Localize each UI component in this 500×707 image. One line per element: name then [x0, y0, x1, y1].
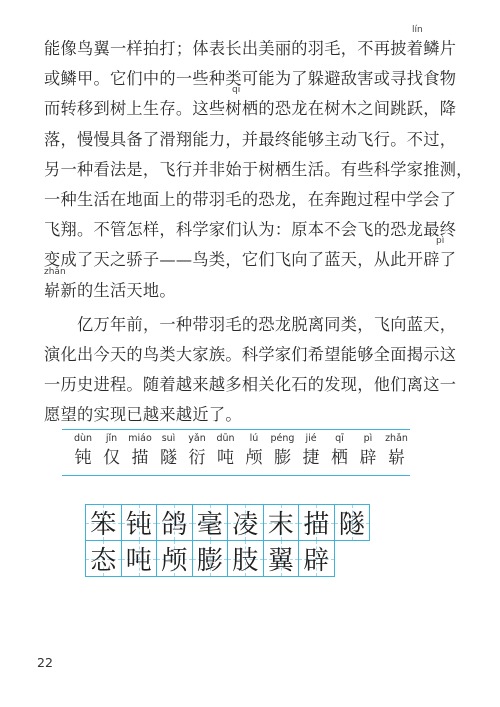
- grid-char: 凌: [232, 510, 259, 540]
- vocab-char: 崭: [388, 448, 405, 468]
- passage-line-11: [44, 340, 464, 370]
- line-text: 飞翔。不管怎样，科学家们认为：原本不会飞的恐龙最终: [44, 220, 457, 240]
- line-text: 能像鸟翼一样拍打；体表长出美丽的羽毛，不再披着鳞片: [44, 39, 457, 58]
- passage: [44, 25, 473, 430]
- passage-line-7: [44, 215, 464, 245]
- passage-line-9: [44, 266, 464, 306]
- line-text: 一种生活在地面上的带羽毛的恐龙，在奔跑过程中学会了: [44, 189, 457, 209]
- vocab-char: 捷: [302, 448, 320, 468]
- ruby-lin: lín: [412, 25, 423, 35]
- grid-cell: [263, 504, 300, 541]
- vocab-pinyin: lú: [249, 433, 259, 444]
- line-text: 变成了天之骄子——鸟类，它们飞向了蓝天，从此开辟了: [44, 250, 457, 270]
- passage-line-13: [44, 400, 464, 430]
- grid-cell: [156, 540, 193, 577]
- vocab-char: 衍: [188, 448, 206, 468]
- ruby-qi: qī: [232, 85, 241, 96]
- grid-cell: [121, 504, 158, 541]
- ruby-pi: pì: [436, 236, 445, 247]
- passage-line-8: [44, 236, 464, 275]
- grid-char: 吨: [125, 546, 152, 576]
- grid-cell: [192, 540, 229, 577]
- grid-cell: [192, 504, 229, 541]
- writing-grid-row-1: [86, 505, 370, 541]
- vocab-char: 钝: [74, 448, 92, 468]
- passage-line-4: [44, 125, 464, 155]
- vocab-item: [182, 433, 212, 470]
- line-text: 落，慢慢具备了滑翔能力，并最终能够主动飞行。不过，: [44, 129, 457, 149]
- ruby-zhan: zhǎn: [44, 266, 66, 277]
- vocab-item: [211, 433, 241, 470]
- grid-char: 颅: [161, 546, 188, 576]
- vocab-item: [154, 433, 184, 470]
- grid-cell: [227, 540, 264, 577]
- paragraph-2: [44, 310, 464, 431]
- passage-line-2: [44, 64, 464, 94]
- vocab-char: 辟: [359, 448, 377, 468]
- line-text: 崭新的生活天地。: [44, 280, 176, 300]
- grid-cell: [334, 504, 371, 541]
- grid-cell: [121, 540, 158, 577]
- vocab-pinyin: yǎn: [188, 433, 206, 444]
- vocab-char: 隧: [160, 448, 177, 468]
- grid-char: 辟: [303, 546, 330, 576]
- writing-grid-row-2: [86, 541, 370, 577]
- vocab-pinyin: jié: [305, 433, 317, 444]
- line-text: 而转移到树上生存。这些树栖的恐龙在树木之间跳跃，降: [44, 99, 457, 119]
- vocab-bottom-rule: [62, 475, 410, 476]
- grid-char: 肢: [232, 546, 259, 576]
- grid-char: 翼: [267, 546, 294, 576]
- vocab-pinyin: qī: [335, 433, 344, 444]
- line-text: 一历史进程。随着越来越多相关化石的发现，他们离这一: [44, 375, 457, 395]
- vocab-item: [125, 433, 155, 470]
- grid-char: 末: [267, 510, 294, 540]
- grid-cell: [298, 540, 335, 577]
- passage-line-3: [44, 85, 464, 124]
- vocab-item: [296, 433, 326, 470]
- grid-char: 描: [303, 510, 330, 540]
- vocab-pinyin: jǐn: [105, 433, 118, 444]
- line-text: 亿万年前，一种带羽毛的恐龙脱离同类，飞向蓝天，: [77, 314, 457, 334]
- vocab-item: [68, 433, 98, 470]
- passage-line-10: [44, 310, 464, 340]
- vocab-item: [268, 433, 298, 470]
- vocab-top-rule: [62, 429, 410, 430]
- vocab-char: 吨: [217, 448, 234, 468]
- grid-char: 毫: [196, 510, 223, 540]
- grid-char: 笨: [90, 510, 117, 540]
- vocab-char: 膨: [274, 448, 291, 468]
- line-text: 或鳞甲。它们中的一些种类可能为了躲避敌害或寻找食物: [44, 69, 457, 89]
- passage-line-5: [44, 155, 473, 185]
- vocab-item: [239, 433, 269, 470]
- grid-cell: [85, 504, 122, 541]
- passage-line-6: [44, 185, 464, 215]
- line-text: 愿望的实现已越来越近了。: [44, 405, 242, 425]
- vocab-pinyin: dūn: [216, 433, 235, 444]
- vocab-item: [353, 433, 383, 470]
- grid-cell: [263, 540, 300, 577]
- grid-cell: [298, 504, 335, 541]
- vocab-item: [382, 433, 412, 470]
- passage-line-1: [44, 25, 464, 64]
- grid-cell: [85, 540, 122, 577]
- page-number: 22: [37, 655, 53, 670]
- writing-grid: [86, 505, 370, 577]
- vocab-pinyin: péng: [270, 433, 295, 444]
- grid-char: 钝: [125, 510, 152, 540]
- passage-line-12: [44, 370, 464, 400]
- vocab-item: [325, 433, 355, 470]
- vocab-char: 仅: [103, 448, 120, 468]
- line-text: 另一种看法是，飞行并非始于树栖生活。有些科学家推测，: [44, 159, 473, 179]
- grid-char: 膨: [196, 546, 223, 576]
- vocab-pinyin: zhǎn: [385, 433, 408, 444]
- grid-char: 隧: [338, 510, 365, 540]
- grid-cell: [227, 504, 264, 541]
- vocab-pinyin: pì: [363, 433, 373, 444]
- vocab-char: 描: [131, 448, 149, 468]
- vocab-pinyin: dùn: [73, 433, 93, 444]
- vocab-pinyin: suì: [161, 433, 176, 444]
- vocab-item: [97, 433, 127, 470]
- grid-char: 态: [90, 546, 117, 576]
- vocab-char: 颅: [245, 448, 263, 468]
- line-text: 演化出今天的鸟类大家族。科学家们希望能够全面揭示这: [44, 344, 457, 364]
- vocab-pinyin: miáo: [128, 433, 152, 444]
- vocab-strip: [62, 427, 410, 477]
- vocab-char: 栖: [331, 448, 348, 468]
- grid-char: 鸽: [161, 510, 188, 540]
- grid-cell: [156, 504, 193, 541]
